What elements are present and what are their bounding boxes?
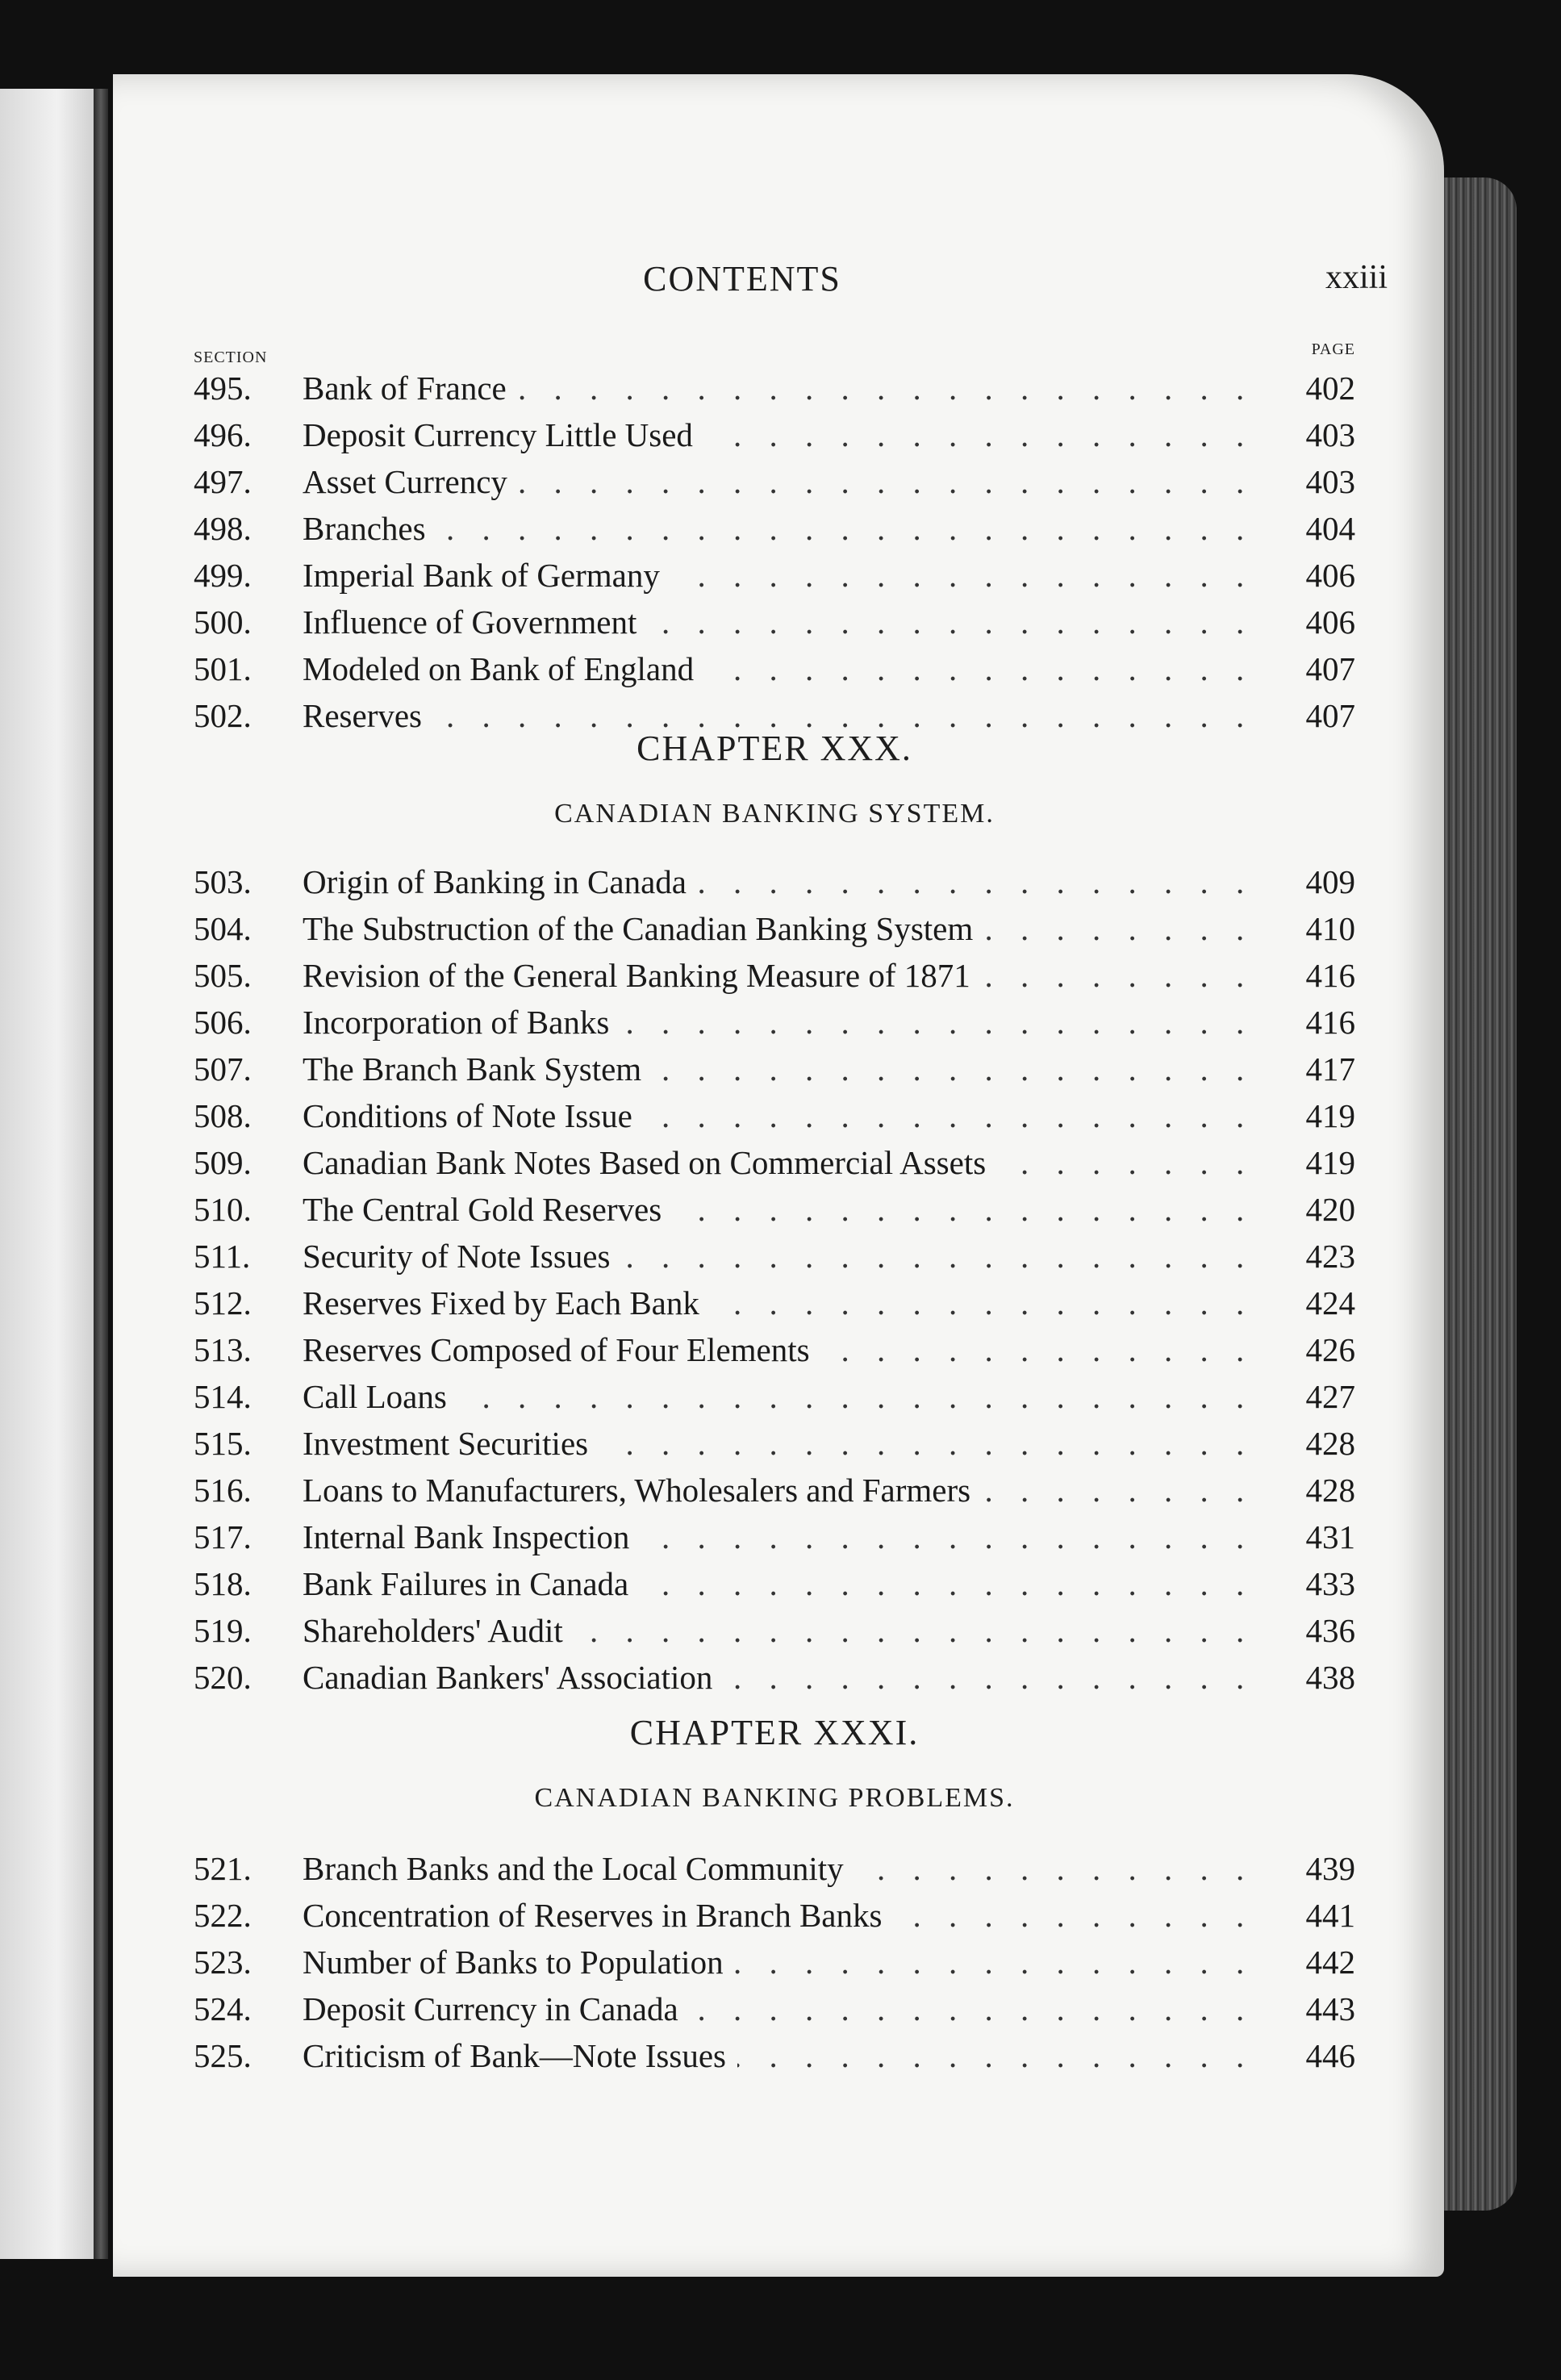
toc-entry [194,1607,1355,1654]
entry-title-cell [303,645,1267,692]
toc-entry [194,905,1355,952]
section-number: 504. [194,910,252,947]
toc-entry [194,2032,1355,2079]
running-header [113,258,1444,307]
entry-page: 427 [1305,1378,1355,1415]
entry-page: 446 [1305,2037,1355,2074]
entry-page: 424 [1305,1284,1355,1322]
entry-page: 441 [1305,1897,1355,1934]
entry-title: Shareholders' Audit [303,1612,574,1649]
section-number: 516. [194,1472,252,1509]
entry-title: Criticism of Bank—Note Issues [303,2037,737,2074]
section-number: 505. [194,957,252,994]
entry-page: 442 [1305,1944,1355,1981]
toc-entry [194,952,1355,999]
entry-title: Reserves [303,697,433,734]
entry-title: Security of Note Issues [303,1238,621,1275]
toc-group-3 [194,1845,1355,2079]
entry-title: Concentration of Reserves in Branch Banks [303,1897,893,1934]
chapter-heading: CHAPTER XXXI. [629,1713,920,1752]
entry-title-cell [303,1560,1267,1607]
entry-page: 404 [1305,510,1355,547]
entry-title: Loans to Manufacturers, Wholesalers and Farmers [303,1472,982,1509]
toc-entry [194,858,1355,905]
entry-title-cell [303,1092,1267,1139]
toc-entry [194,1092,1355,1139]
section-number: 502. [194,697,252,734]
page-column-label: PAGE [1311,340,1355,358]
section-number: 514. [194,1378,252,1415]
section-number: 524. [194,1990,252,2027]
section-number: 495. [194,370,252,407]
entry-page: 443 [1305,1990,1355,2027]
entry-page: 416 [1305,957,1355,994]
section-number: 498. [194,510,252,547]
toc-entry [194,1326,1355,1373]
toc-entry [194,458,1355,505]
entry-page: 403 [1305,463,1355,500]
entry-title-cell [303,1233,1267,1280]
entry-title: Asset Currency [303,463,519,500]
entry-title: Revision of the General Banking Measure of 1871 [303,957,982,994]
entry-title: The Central Gold Reserves [303,1191,673,1228]
section-number: 519. [194,1612,252,1649]
toc-entry [194,599,1355,645]
entry-title-cell [303,858,1267,905]
entry-title: Influence of Government [303,603,648,641]
toc-entry [194,552,1355,599]
entry-title-cell [303,2032,1267,2079]
entry-page: 428 [1305,1425,1355,1462]
chapter-heading: CHAPTER XXX. [637,729,912,768]
entry-page: 410 [1305,910,1355,947]
entry-page: 416 [1305,1004,1355,1041]
toc-entry [194,505,1355,552]
section-number: 522. [194,1897,252,1934]
entry-title-cell [303,952,1267,999]
column-header [194,340,1355,365]
toc-entry [194,1845,1355,1892]
entry-title-cell [303,1607,1267,1654]
toc-entry [194,1514,1355,1560]
section-number: 500. [194,603,252,641]
entry-title-cell [303,1892,1267,1939]
page-stack-edge [1444,177,1517,2211]
page-number: xxiii [1325,259,1388,296]
entry-title-cell [303,905,1267,952]
toc-entry [194,999,1355,1046]
entry-title: Conditions of Note Issue [303,1097,644,1134]
entry-title: Origin of Banking in Canada [303,863,698,900]
entry-title-cell [303,999,1267,1046]
section-number: 517. [194,1518,252,1555]
entry-title-cell [303,411,1267,458]
toc-entry [194,1186,1355,1233]
entry-page: 423 [1305,1238,1355,1275]
entry-title-cell [303,1420,1267,1467]
section-number: 506. [194,1004,252,1041]
entry-title-cell [303,1186,1267,1233]
section-number: 499. [194,557,252,594]
section-number: 501. [194,650,252,687]
chapter-subtitle: CANADIAN BANKING SYSTEM. [554,799,995,829]
entry-title-cell [303,1373,1267,1420]
entry-page: 407 [1305,697,1355,734]
toc-entry [194,1373,1355,1420]
entry-title-cell [303,552,1267,599]
entry-page: 417 [1305,1050,1355,1088]
entry-title-cell [303,1939,1267,1985]
chapter-subtitle: CANADIAN BANKING PROBLEMS. [534,1783,1015,1813]
section-number: 512. [194,1284,252,1322]
entry-title: Number of Banks to Population [303,1944,735,1981]
toc-group-2 [194,858,1355,1701]
entry-page: 426 [1305,1331,1355,1368]
entry-page: 409 [1305,863,1355,900]
entry-page: 406 [1305,603,1355,641]
entry-title: Reserves Composed of Four Elements [303,1331,821,1368]
book-page [113,74,1444,2277]
toc-entry [194,1280,1355,1326]
entry-title: The Substruction of the Canadian Banking System [303,910,984,947]
entry-title-cell [303,1654,1267,1701]
toc-entry [194,1139,1355,1186]
toc-entry [194,1233,1355,1280]
entry-title-cell [303,1985,1267,2032]
toc-entry [194,1892,1355,1939]
entry-title-cell [303,599,1267,645]
toc-group-1 [194,340,1355,739]
entry-title: Modeled on Bank of England [303,650,705,687]
toc-entry [194,1560,1355,1607]
entry-title: Bank of France [303,370,518,407]
entry-page: 407 [1305,650,1355,687]
entry-title: Deposit Currency Little Used [303,416,704,453]
entry-page: 433 [1305,1565,1355,1602]
entry-title: Canadian Bank Notes Based on Commercial Assets [303,1144,997,1181]
section-number: 518. [194,1565,252,1602]
entry-page: 420 [1305,1191,1355,1228]
entry-title: Incorporation of Banks [303,1004,620,1041]
section-number: 515. [194,1425,252,1462]
toc-entry [194,1420,1355,1467]
section-number: 509. [194,1144,252,1181]
entry-title: The Branch Bank System [303,1050,653,1088]
entry-title: Call Loans [303,1378,458,1415]
section-number: 513. [194,1331,252,1368]
entry-title-cell [303,1514,1267,1560]
entry-page: 436 [1305,1612,1355,1649]
entry-title: Reserves Fixed by Each Bank [303,1284,711,1322]
entry-page: 402 [1305,370,1355,407]
entry-page: 419 [1305,1144,1355,1181]
entry-page: 419 [1305,1097,1355,1134]
toc-entry [194,1939,1355,1985]
entry-title: Deposit Currency in Canada [303,1990,690,2027]
section-number: 507. [194,1050,252,1088]
entry-title-cell [303,458,1267,505]
entry-page: 439 [1305,1850,1355,1887]
section-number: 508. [194,1097,252,1134]
entry-title: Imperial Bank of Germany [303,557,671,594]
entry-page: 438 [1305,1659,1355,1696]
toc-entry [194,365,1355,411]
entry-page: 431 [1305,1518,1355,1555]
section-number: 525. [194,2037,252,2074]
toc-entry [194,1046,1355,1092]
toc-entry [194,645,1355,692]
section-number: 511. [194,1238,251,1275]
section-number: 520. [194,1659,252,1696]
entry-title: Branches [303,510,437,547]
section-number: 523. [194,1944,252,1981]
entry-title: Bank Failures in Canada [303,1565,640,1602]
toc-entry [194,1467,1355,1514]
section-number: 496. [194,416,252,453]
entry-title-cell [303,1845,1267,1892]
toc-entry [194,411,1355,458]
entry-title-cell [303,365,1267,411]
entry-title-cell [303,1280,1267,1326]
entry-title-cell [303,1326,1267,1373]
section-number: 497. [194,463,252,500]
entry-title: Investment Securities [303,1425,599,1462]
entry-title-cell [303,1467,1267,1514]
section-number: 510. [194,1191,252,1228]
entry-title: Branch Banks and the Local Community [303,1850,855,1887]
entry-page: 403 [1305,416,1355,453]
entry-title-cell [303,1139,1267,1186]
toc-entry [194,1654,1355,1701]
page-title: CONTENTS [643,259,841,299]
section-column-label: SECTION [194,349,268,366]
toc-entry [194,1985,1355,2032]
entry-title-cell [303,505,1267,552]
entry-title: Canadian Bankers' Association [303,1659,724,1696]
section-number: 503. [194,863,252,900]
entry-page: 428 [1305,1472,1355,1509]
entry-title: Internal Bank Inspection [303,1518,641,1555]
entry-title-cell [303,1046,1267,1092]
facing-page-edge [0,89,95,2259]
entry-page: 406 [1305,557,1355,594]
section-number: 521. [194,1850,252,1887]
